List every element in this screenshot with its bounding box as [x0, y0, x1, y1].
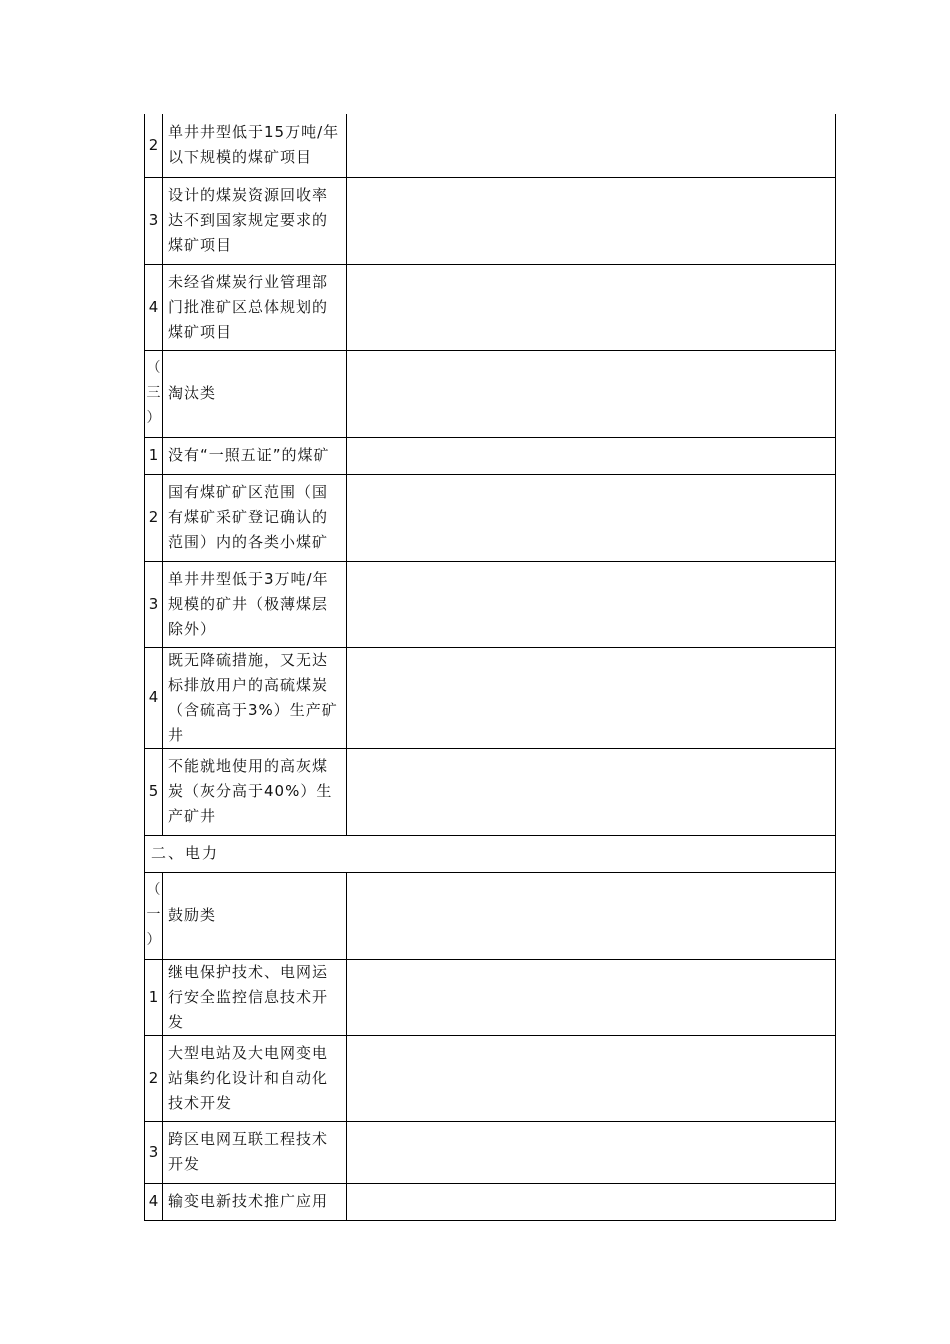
- row-empty-cell: [347, 177, 836, 264]
- row-empty-cell: [347, 647, 836, 748]
- table-row: [145, 1183, 836, 1220]
- row-empty-cell: [347, 1183, 836, 1220]
- row-number: 5: [145, 748, 163, 835]
- table-row: [145, 561, 836, 647]
- table-row: [145, 959, 836, 1035]
- industry-catalog-table: [144, 114, 836, 1221]
- subsection-number: （ 三 ）: [145, 350, 163, 437]
- section-heading: 二、电力: [145, 835, 836, 872]
- row-empty-cell: [347, 474, 836, 561]
- table-row: [145, 1035, 836, 1121]
- table-row: [145, 474, 836, 561]
- table-row: [145, 1121, 836, 1183]
- row-text: 不能就地使用的高灰煤炭（灰分高于40%）生产矿井: [163, 748, 347, 835]
- row-text: 没有“一照五证”的煤矿: [163, 437, 347, 474]
- row-text: 输变电新技术推广应用: [163, 1183, 347, 1220]
- row-text: 单井井型低于3万吨/年规模的矿井（极薄煤层除外）: [163, 561, 347, 647]
- table-row: [145, 114, 836, 177]
- subsection-title: 鼓励类: [163, 872, 347, 959]
- row-empty-cell: [347, 959, 836, 1035]
- row-text: 设计的煤炭资源回收率达不到国家规定要求的煤矿项目: [163, 177, 347, 264]
- row-empty-cell: [347, 872, 836, 959]
- table-row: [145, 647, 836, 748]
- row-number: 4: [145, 264, 163, 350]
- row-number: 2: [145, 1035, 163, 1121]
- table-row: [145, 264, 836, 350]
- row-number: 2: [145, 114, 163, 177]
- row-text: 单井井型低于15万吨/年以下规模的煤矿项目: [163, 114, 347, 177]
- row-number: 3: [145, 177, 163, 264]
- table-row: [145, 437, 836, 474]
- row-text: 未经省煤炭行业管理部门批准矿区总体规划的煤矿项目: [163, 264, 347, 350]
- row-empty-cell: [347, 437, 836, 474]
- row-empty-cell: [347, 561, 836, 647]
- table-row: [145, 872, 836, 959]
- row-text: 国有煤矿矿区范围（国有煤矿采矿登记确认的范围）内的各类小煤矿: [163, 474, 347, 561]
- row-number: 3: [145, 561, 163, 647]
- row-number: 3: [145, 1121, 163, 1183]
- row-empty-cell: [347, 748, 836, 835]
- row-number: 1: [145, 437, 163, 474]
- subsection-number: （ 一 ）: [145, 872, 163, 959]
- table-row: [145, 350, 836, 437]
- row-text: 继电保护技术、电网运行安全监控信息技术开发: [163, 959, 347, 1035]
- row-empty-cell: [347, 1121, 836, 1183]
- row-empty-cell: [347, 1035, 836, 1121]
- row-text: 跨区电网互联工程技术开发: [163, 1121, 347, 1183]
- table-row: [145, 748, 836, 835]
- row-empty-cell: [347, 114, 836, 177]
- row-number: 1: [145, 959, 163, 1035]
- row-text: 大型电站及大电网变电站集约化设计和自动化技术开发: [163, 1035, 347, 1121]
- table-row: [145, 177, 836, 264]
- row-empty-cell: [347, 350, 836, 437]
- row-empty-cell: [347, 264, 836, 350]
- row-number: 4: [145, 647, 163, 748]
- row-number: 2: [145, 474, 163, 561]
- row-number: 4: [145, 1183, 163, 1220]
- row-text: 既无降硫措施，又无达标排放用户的高硫煤炭（含硫高于3%）生产矿井: [163, 647, 347, 748]
- subsection-title: 淘汰类: [163, 350, 347, 437]
- table-row: [145, 835, 836, 872]
